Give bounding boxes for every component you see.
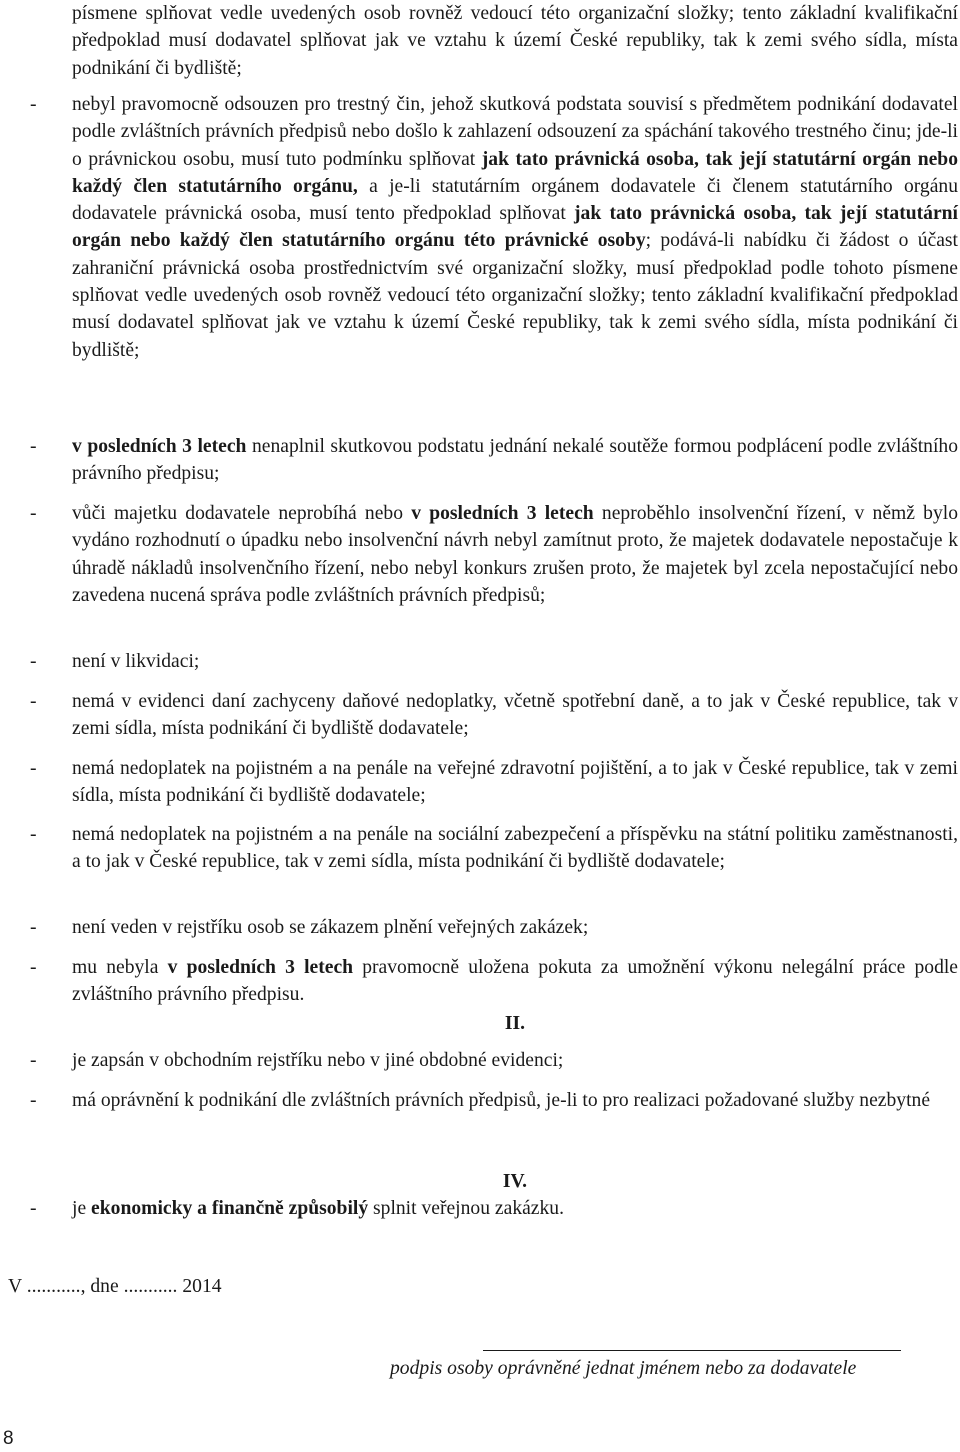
text-segment: vůči majetku dodavatele neprobíhá nebo [72, 503, 412, 524]
list-item-text [72, 1195, 958, 1222]
list-dash: - [30, 1050, 37, 1071]
text-segment: pravomocně uložena pokuta za umožnění výkonu nelegální práce podle zvláštního právního předpisu. [72, 957, 959, 1006]
text-segment: nemá nedoplatek na pojistném a na penále na veřejné zdravotní pojištění, a to jak v České republice, tak v zemi sídla, místa podnikání či bydliště dodavatele; [72, 758, 958, 807]
list-item-text [72, 648, 958, 675]
list-dash: - [30, 94, 37, 115]
list-item-text [72, 821, 958, 876]
list-item-text [72, 91, 958, 364]
text-segment: neproběhlo insolvenční řízení, v němž bylo vydáno rozhodnutí o úpadku nebo insolvenční návrh nebyl zamítnut proto, že majetek dodavatele nepostačuje k úhradě nákladů insolvenčního řízení, nebo nebyl konkurs zrušen proto, že majetek byl zcela nepostačující nebo zavedena nucená správa podle zvláštních právních předpisů; [72, 503, 958, 606]
list-dash: - [30, 1090, 37, 1111]
text-segment: a je-li statutárním orgánem dodavatele či členem statutárního orgánu dodavatele právnická osoba, musí tento předpoklad splňovat [72, 175, 959, 225]
list-item-text [72, 433, 958, 488]
text-segment: mu nebyla [72, 957, 168, 978]
text-segment: nemá nedoplatek na pojistném a na penále na sociální zabezpečení a příspěvku na státní politiku zaměstnanosti, a to jak v České republice, tak v zemi sídla, místa podnikání či bydliště dodavatele; [72, 824, 958, 873]
text-segment: není veden v rejstříku osob se zákazem plnění veřejných zakázek; [72, 917, 589, 938]
bold-segment: v posledních 3 letech [72, 436, 247, 457]
list-dash: - [30, 957, 37, 978]
list-dash: - [30, 651, 37, 672]
text-segment: nebyl pravomocně odsouzen pro trestný čin, jehož skutková podstata souvisí s předmětem podnikání dodavatel podle zvláštních právních předpisů nebo došlo k zahlazení odsouzení za spáchání takového trestného činu; jde-li o právnickou osobu, musí tuto podmínku splňovat [72, 94, 958, 170]
text-segment: nenaplnil skutkovou podstatu jednání nekalé soutěže formou podplácení podle zvláštního právního předpisu; [72, 436, 959, 485]
list-item-text [72, 914, 958, 941]
list-dash: - [30, 503, 37, 524]
bold-segment: jak tato právnická osoba, tak její statutární orgán nebo každý člen statutárního orgánu, [72, 148, 958, 197]
text-segment: splnit veřejnou zakázku. [368, 1198, 564, 1219]
page-number: 8 [3, 1428, 14, 1449]
bold-segment: v posledních 3 letech [411, 503, 594, 524]
list-item-text [72, 688, 958, 743]
list-dash: - [30, 691, 37, 712]
list-item-text [72, 1047, 958, 1074]
text-segment: není v likvidaci; [72, 651, 200, 672]
text-segment: je zapsán v obchodním rejstříku nebo v jiné obdobné evidenci; [72, 1050, 564, 1071]
text-segment: nemá v evidenci daní zachyceny daňové nedoplatky, včetně spotřební daně, a to jak v České republice, tak v zemi sídla, místa podnikání či bydliště dodavatele; [72, 691, 958, 740]
section-heading-ii: II. [504, 1013, 526, 1034]
section-heading-iv: IV. [502, 1171, 528, 1192]
list-dash: - [30, 824, 37, 845]
intro-text: písmene splňovat vedle uvedených osob rovněž vedoucí této organizační složky; tento základní kvalifikační předpoklad musí dodavatel splňovat jak ve vztahu k území České republiky, tak k zemi svého sídla, místa podnikání či bydliště; [72, 3, 958, 79]
list-item-text [72, 954, 958, 1009]
text-segment: ; podává-li nabídku či žádost o účast zahraniční právnická osoba prostřednictvím své organizační složky, musí předpoklad podle tohoto písmene splňovat vedle uvedených osob rovněž vedoucí této organizační složky; tento základní kvalifikační předpoklad musí dodavatel splňovat jak ve vztahu k území České republiky, tak k zemi svého sídla, místa podnikání či bydliště; [72, 230, 958, 361]
bold-segment: jak tato právnická osoba, tak její statutární orgán nebo každý člen statutárního orgánu této právnické osoby [72, 203, 958, 252]
bold-segment: ekonomicky a finančně způsobilý [91, 1198, 369, 1219]
list-item-text [72, 500, 958, 609]
list-dash: - [30, 758, 37, 779]
intro-paragraph [72, 0, 958, 82]
list-item-text [72, 755, 958, 810]
date-line: V ..........., dne ........... 2014 [8, 1276, 222, 1297]
signature-caption: podpis osoby oprávněné jednat jménem nebo za dodavatele [390, 1358, 857, 1379]
list-dash: - [30, 1198, 37, 1219]
text-segment: má oprávnění k podnikání dle zvláštních právních předpisů, je-li to pro realizaci požadované služby nezbytné [72, 1090, 931, 1111]
signature-line [483, 1350, 901, 1351]
list-dash: - [30, 436, 37, 457]
list-item-text [72, 1087, 958, 1114]
text-segment: je [72, 1198, 92, 1219]
bold-segment: v posledních 3 letech [167, 957, 354, 978]
list-dash: - [30, 917, 37, 938]
